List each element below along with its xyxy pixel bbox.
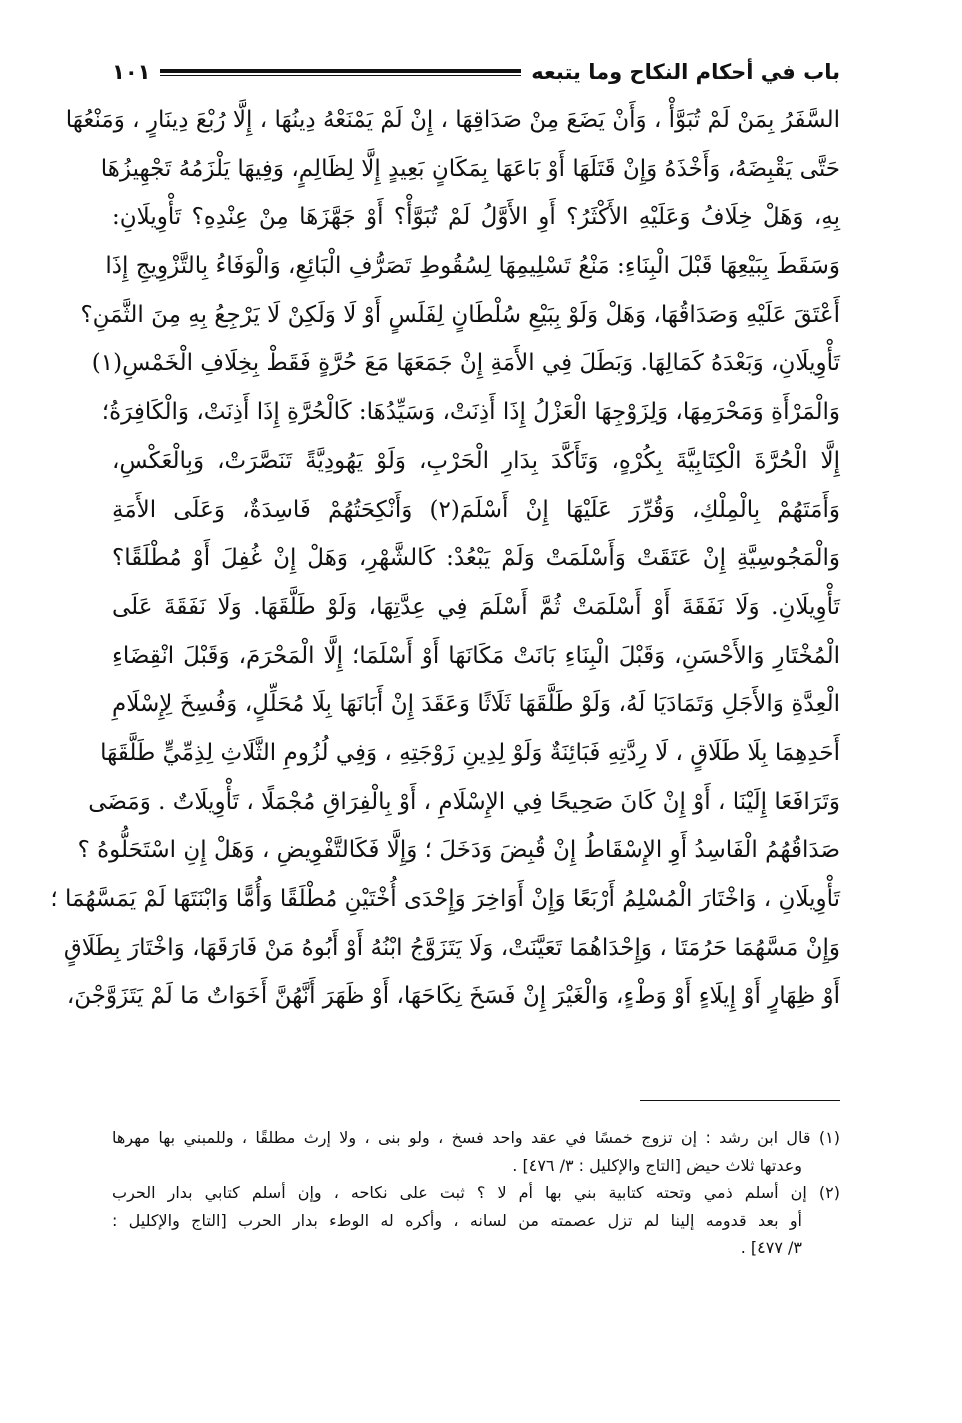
text-line: السَّفَرُ بِمَنْ لَمْ تُبَوَّأْ ، وَأَنْ يَضَعَ مِنْ صَدَاقِهَا ، إِنْ لَمْ يَمْنَعْهُ دِينُهَا ، إِلَّا رُبْعَ دِينَارٍ ، وَمَنْعُهَا <box>65 107 840 133</box>
header-rule <box>160 69 521 76</box>
footnote-1 <box>112 1124 840 1179</box>
footnote-line: (٢) إن أسلم ذمي وتحته كتابية بني بها أم لا ؟ ثبت على نكاحه ، وإن أسلم كتابي بدار الحرب <box>112 1183 840 1202</box>
text-line: الْمُخْتَارِ وَالأَحْسَنِ، وَقَبْلَ الْبِنَاءِ بَانَتْ مَكَانَهَا أَوْ أَسْلَمَا؛ إِلَّا الْمَحْرَمَ، وَقَبْلَ انْقِضَاءِ <box>112 642 840 669</box>
page-number: ١٠١ <box>112 60 151 84</box>
footnote-line: وعدتها ثلاث حيض [التاج والإكليل : ٣/ ٤٧٦] . <box>512 1155 802 1175</box>
text-line: وَإِنْ مَسَّهُمَا حَرُمَتَا ، وَإِحْدَاهُمَا تَعَيَّنَتْ، وَلَا يَتَزَوَّجُ ابْنُهُ أَوْ أَبُوهُ مَنْ فَارَقَهَا، وَاخْتَارَ بِطَلَاقٍ <box>63 934 840 961</box>
chapter-title: باب في أحكام النكاح وما يتبعه <box>531 60 840 84</box>
text-line: تَأْوِيلَانِ. وَلَا نَفَقَةَ أَوْ أَسْلَمَتْ ثُمَّ أَسْلَمَ فِي عِدَّتِهَا، وَلَوْ طَلَّقَهَا. وَلَا نَفَقَةَ عَلَى <box>112 593 840 620</box>
footnote-separator <box>640 1100 840 1101</box>
text-line: حَتَّى يَقْبِضَهُ، وَأَخْذَهُ وَإِنْ قَتَلَهَا أَوْ بَاعَهَا بِمَكَانٍ بَعِيدٍ إِلَّا لِظَالِمٍ، وَفِيهَا يَلْزَمُهُ تَجْهِيزُهَا <box>100 155 840 182</box>
text-line: أَوْ ظِهَارٍ أَوْ إِيلَاءٍ أَوْ وَطْءٍ، وَالْغَيْرَ إِنْ فَسَخَ نِكَاحَهَا، أَوْ ظَهَرَ أَنَّهُنَّ أَخَوَاتٌ مَا لَمْ يَتَزَوَّجْنَ، <box>66 983 840 1010</box>
book-page <box>50 52 841 1382</box>
text-line: وَأَمَتَهُمْ بِالْمِلْكِ، وَقُرِّرَ عَلَيْهَا إِنْ أَسْلَمَ(٢) وَأَنْكِحَتُهُمْ فَاسِدَةٌ، وَعَلَى الأَمَةِ <box>112 496 841 523</box>
footnotes <box>112 1124 840 1262</box>
text-line: وَسَقَطَ بِبَيْعِهَا قَبْلَ الْبِنَاءِ: مَنْعُ تَسْلِيمِهَا لِسُقُوطِ تَصَرُّفِ الْبَائِعِ، وَالْوَفَاءُ بِالتَّزْوِيجِ إِذَا <box>105 253 840 280</box>
footnote-line: أو بعد قدومه إلينا لم تزل عصمته من لسانه ، وأكره له الوطء بدار الحرب [التاج والإكليل : <box>112 1210 802 1230</box>
text-line: أَعْتَقَ عَلَيْهِ وَصَدَاقُهَا، وَهَلْ وَلَوْ بِبَيْعِ سُلْطَانٍ لِفَلَسٍ أَوْ لَا وَلَكِنْ لَا يَرْجِعُ بِهِ مِنَ الثَّمَنِ؟ <box>80 301 840 328</box>
text-line: تَأْوِيلَانِ ، وَاخْتَارَ الْمُسْلِمُ أَرْبَعًا وَإِنْ أَوَاخِرَ وَإِحْدَى أُخْتَيْنِ مُطْلَقًا وَأُمًّا وَابْنَتَهَا لَمْ يَمَسَّهُمَا ؛ <box>50 886 840 912</box>
footnote-line: (١) قال ابن رشد : إن تزوج خمسًا في عقد واحد فسخ ، ولو بنى ، ولا إرث مطلقًا ، وللمبني بها مهرها <box>112 1128 840 1147</box>
text-line: وَالْمَجُوسِيَّةِ إِنْ عَتَقَتْ وَأَسْلَمَتْ وَلَمْ يَبْعُدْ: كَالشَّهْرِ، وَهَلْ إِنْ غُفِلَ أَوْ مُطْلَقًا؟ <box>112 545 840 572</box>
text-line: وَتَرَافَعَا إِلَيْنَا ، أَوْ إِنْ كَانَ صَحِيحًا فِي الإِسْلَامِ ، أَوْ بِالْفِرَاقِ مُجْمَلًا ، تَأْوِيلَاتٌ . وَمَضَى <box>88 788 840 815</box>
text-line: بِهِ، وَهَلْ خِلَافُ وَعَلَيْهِ الأَكْثَرُ؟ أَوِ الأَوَّلُ لَمْ تُبَوَّأْ؟ أَوْ جَهَّزَهَا مِنْ عِنْدِهِ؟ تَأْوِيلَانِ: <box>112 204 840 231</box>
text-line: صَدَاقُهُمُ الْفَاسِدُ أَوِ الإِسْقَاطُ إِنْ قُبِضَ وَدَخَلَ ؛ وَإِلَّا فَكَالتَّفْوِيضِ ، وَهَلْ إِنِ اسْتَحَلُّوهُ ؟ <box>77 837 840 864</box>
main-text <box>50 96 841 1021</box>
text-line: وَالْمَرْأَةِ وَمَحْرَمِهَا، وَلِزَوْجِهَا الْعَزْلُ إِذَا أَذِنَتْ، وَسَيِّدُهَا: كَالْحُرَّةِ إِذَا أَذِنَتْ، وَالْكَافِرَةُ؛ <box>101 399 840 426</box>
running-header <box>112 52 840 92</box>
text-line: إِلَّا الْحُرَّةَ الْكِتَابِيَّةَ بِكُرْهٍ، وَتَأَكَّدَ بِدَارِ الْحَرْبِ، وَلَوْ يَهُودِيَّةً تَنَصَّرَتْ، وَبِالْعَكْسِ، <box>112 447 840 474</box>
text-line: تَأْوِيلَانِ، وَبَعْدَهُ كَمَالِهَا. وَبَطَلَ فِي الأَمَةِ إِنْ جَمَعَهَا مَعَ حُرَّةٍ فَقَطْ بِخِلَافِ الْخَمْسِ(١) <box>91 350 840 377</box>
text-line: الْعِدَّةِ وَالأَجَلِ وَتَمَادَيَا لَهُ، وَلَوْ طَلَّقَهَا ثَلَاثًا وَعَقَدَ إِنْ أَبَانَهَا بِلَا مُحَلِّلٍ، وَفُسِخَ لِإِسْلَامِ <box>112 691 840 718</box>
footnote-2 <box>112 1179 840 1262</box>
footnote-line: ٣/ ٤٧٧] . <box>740 1238 802 1257</box>
text-line: أَحَدِهِمَا بِلَا طَلَاقٍ ، لَا رِدَّتِهِ فَبَائِنَةٌ وَلَوْ لِدِينِ زَوْجَتِهِ ، وَفِي لُزُومِ الثَّلَاثِ لِذِمِّيٍّ طَلَّقَهَا <box>100 739 840 766</box>
